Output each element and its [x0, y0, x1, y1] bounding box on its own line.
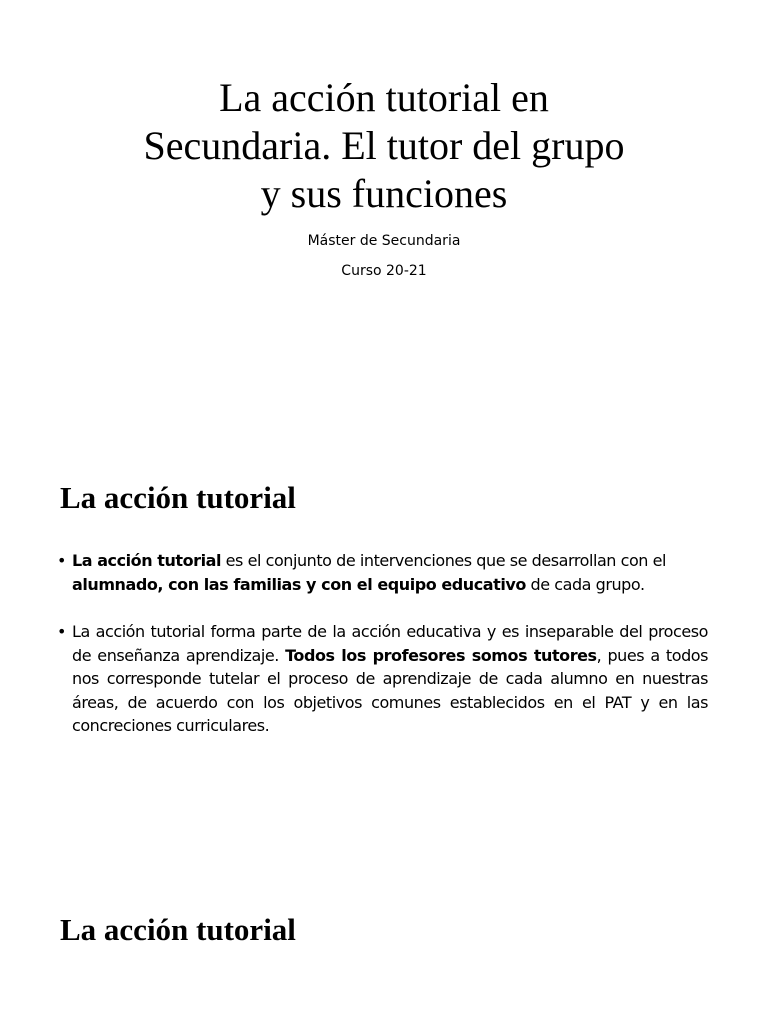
title-line: Secundaria. El tutor del grupo: [143, 123, 625, 168]
course-year: Curso 20-21: [341, 263, 427, 279]
bullet-marker: •: [57, 622, 66, 641]
body-text: de cada grupo.: [525, 574, 645, 594]
title-line: y sus funciones: [260, 171, 508, 216]
body-text: , pues a todos nos corresponde tutelar el proceso de aprendizaje de cada alumno en nuestras áreas, de acuerdo con los objetivos comunes establecidos en el PAT y en las concreciones curriculares.: [72, 645, 709, 735]
body-text: La acción tutorial forma parte de la acción educativa y es inseparable del proceso de enseñanza aprendizaje.: [72, 622, 708, 665]
bullet-item: [56, 549, 708, 596]
bold-term: alumnado, con las familias y con el equipo educativo: [72, 574, 526, 594]
bullet-item: [56, 620, 708, 738]
bold-term: La acción tutorial: [72, 551, 222, 570]
cropped-text-line: [56, 1012, 656, 1024]
section-heading: La acción tutorial: [60, 912, 296, 947]
bullet-list: [56, 549, 708, 738]
bold-term: Todos los profesores somos tutores: [285, 645, 597, 665]
title-line: La acción tutorial en: [219, 75, 549, 120]
section-heading: La acción tutorial: [60, 480, 296, 515]
slide-subtitle: Máster de Secundaria: [307, 233, 461, 249]
body-text: es el conjunto de intervenciones que se desarrollan con el: [221, 551, 667, 570]
bullet-marker: •: [57, 551, 66, 570]
slide-title: [84, 74, 684, 218]
